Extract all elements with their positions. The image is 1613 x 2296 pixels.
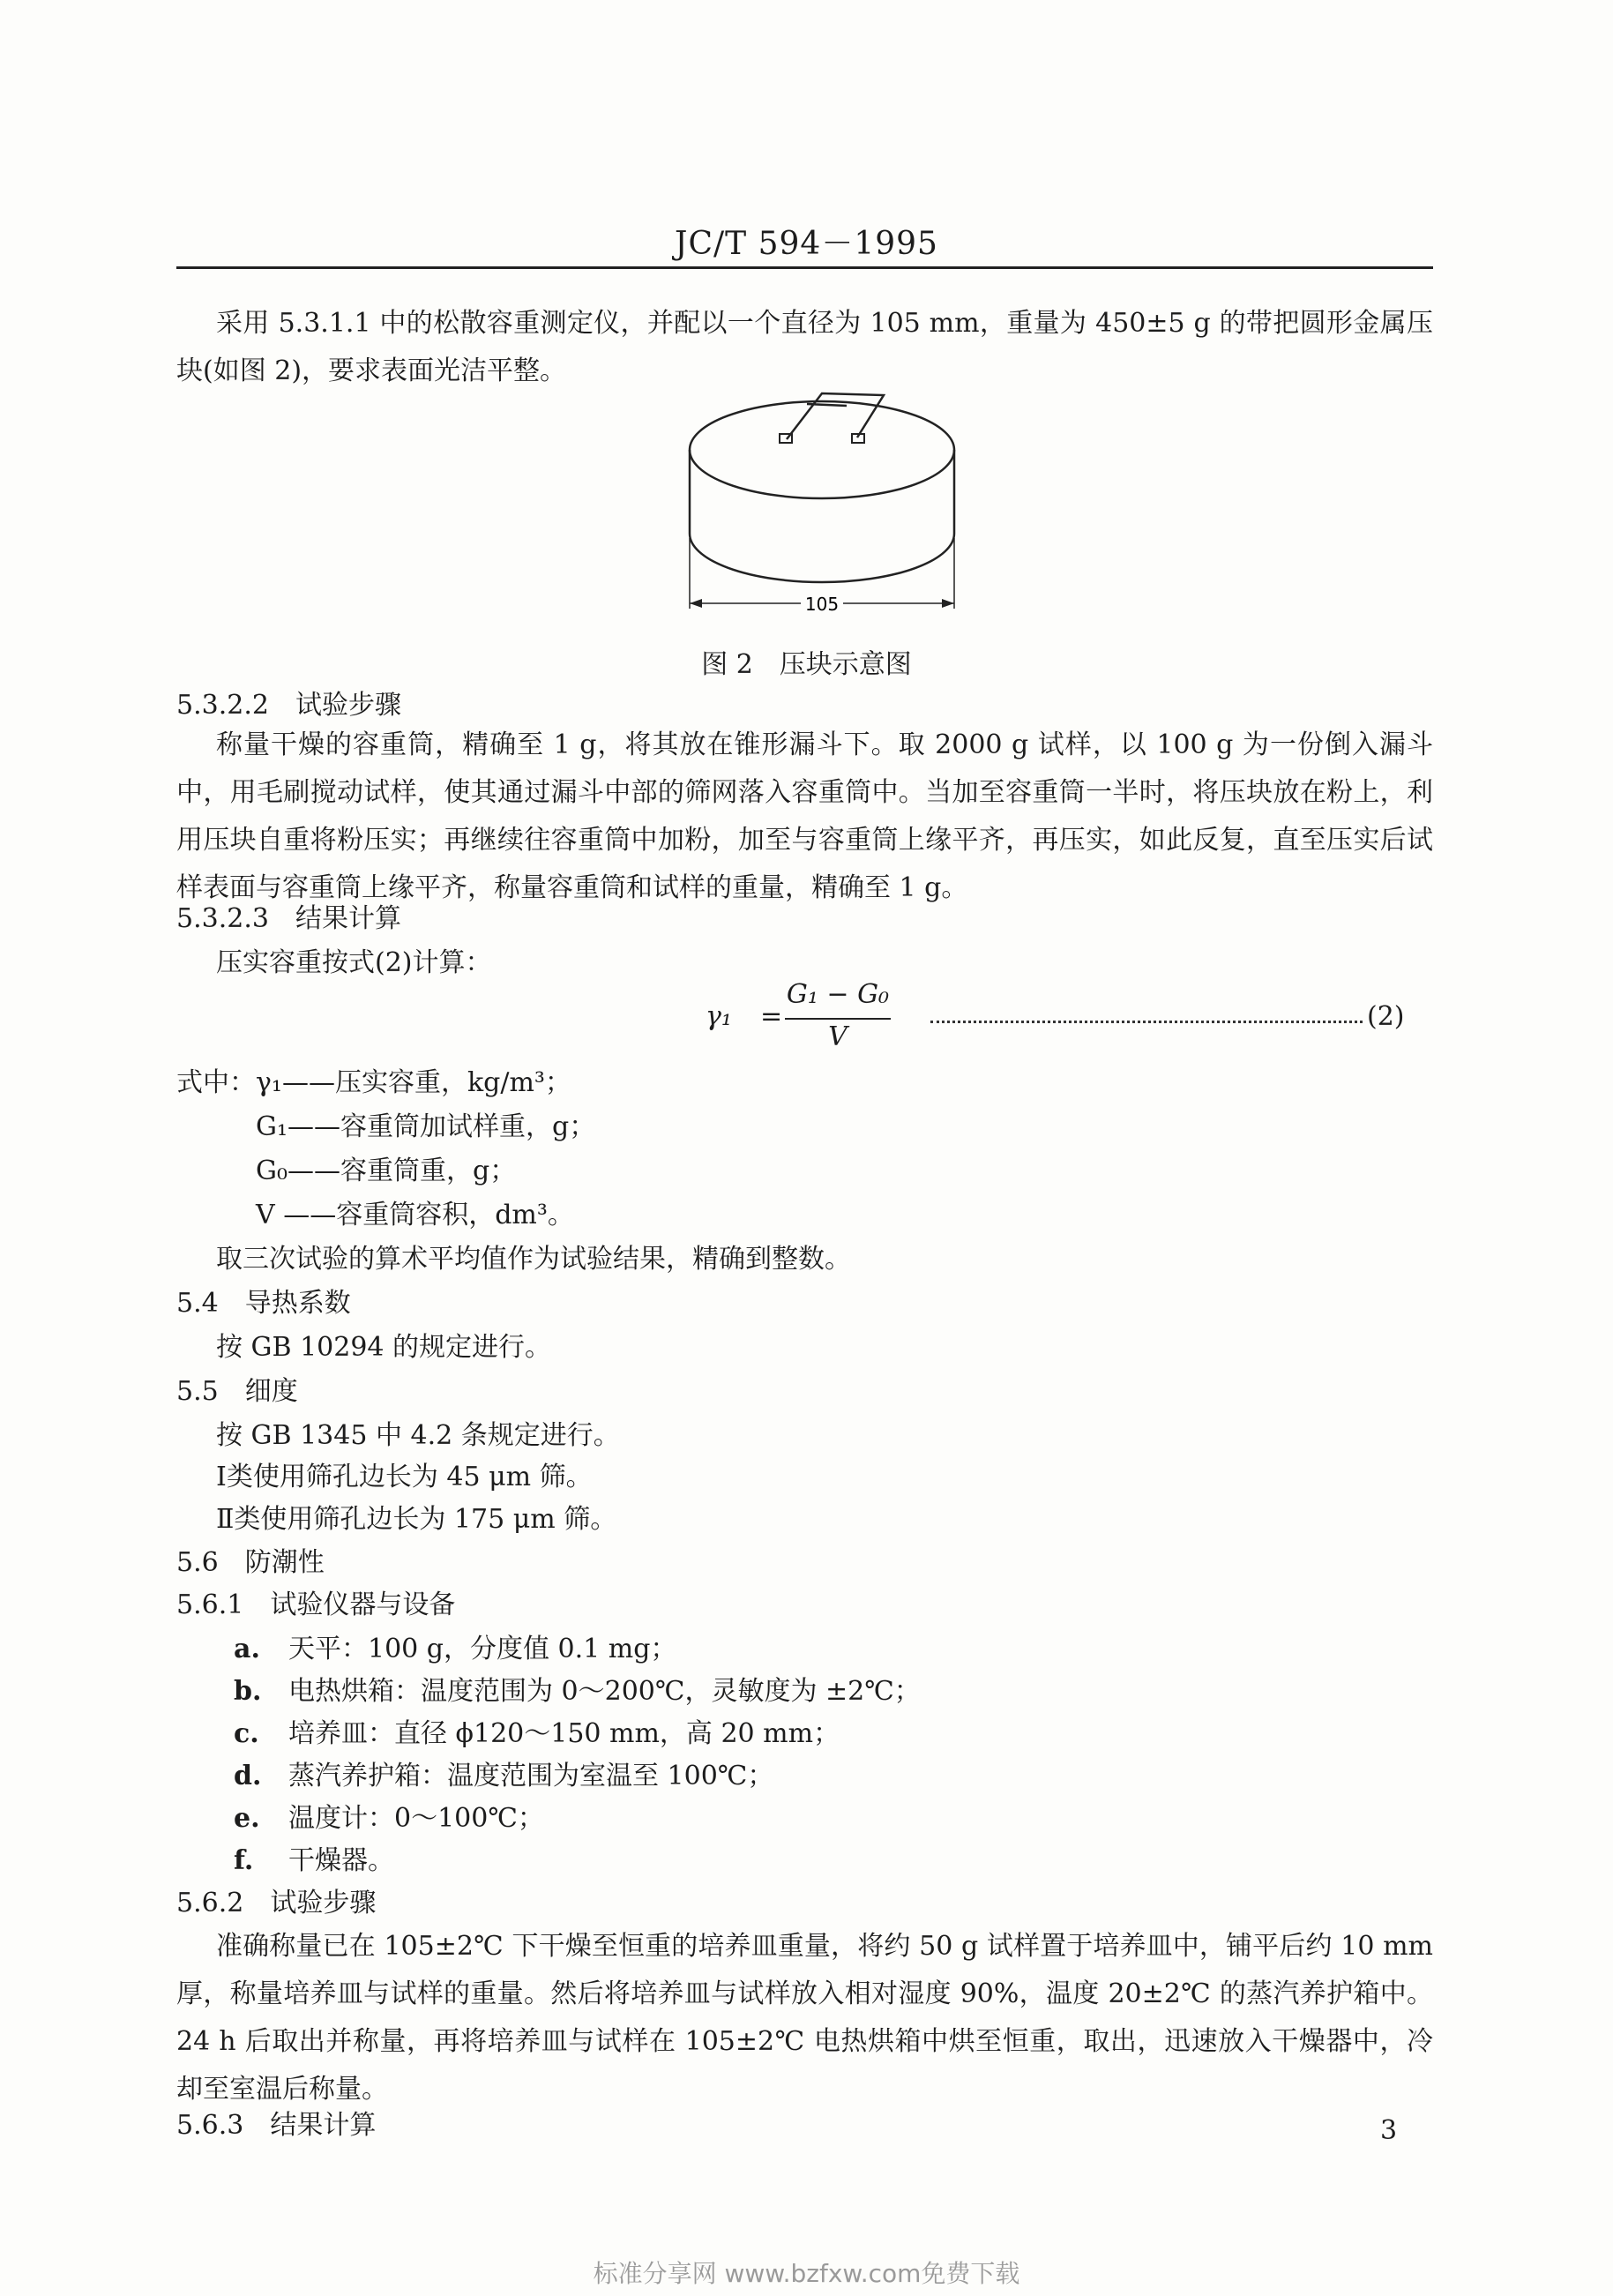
list-mark: b.: [234, 1676, 262, 1707]
document-code: JC/T 594－1995: [675, 226, 938, 262]
dot-leader: [930, 1001, 1363, 1023]
site-watermark: 标准分享网 www.bzfxw.com免费下载: [593, 2259, 1020, 2288]
block-handle: [787, 393, 884, 439]
list-item: [234, 1674, 921, 1709]
def-gamma1: γ₁——压实容重，kg/m³；: [256, 1067, 571, 1098]
dimension-label: 105: [804, 594, 840, 615]
text-5-5-type1: Ⅰ类使用筛孔边长为 45 μm 筛。: [216, 1462, 593, 1492]
list-mark: f.: [234, 1845, 254, 1876]
formula-lhs: γ₁: [706, 1001, 732, 1032]
equation-number: (2): [1367, 1001, 1405, 1032]
dim-arrow-left: [690, 599, 702, 608]
list-mark: d.: [234, 1761, 262, 1791]
list-item: [234, 1632, 676, 1667]
def-g0: G₀——容重筒重，g；: [256, 1155, 517, 1186]
formula-numerator: G₁ − G₀: [786, 979, 890, 1010]
list-text: 温度计：0～100℃；: [288, 1803, 544, 1834]
fraction-bar: [785, 1018, 891, 1020]
text-5-4: 按 GB 10294 的规定进行。: [216, 1332, 552, 1363]
figure-press-block: [679, 388, 970, 626]
formula-intro: 压实容重按式(2)计算：: [216, 947, 492, 978]
block-bottom-arc: [690, 534, 954, 582]
result-note: 取三次试验的算术平均值作为试验结果，精确到整数。: [216, 1244, 851, 1275]
list-mark: a.: [234, 1634, 260, 1664]
formula-equals: =: [760, 1001, 783, 1032]
heading-5-3-2-3: 5.3.2.3 结果计算: [176, 903, 401, 934]
list-item: [234, 1801, 544, 1836]
dim-arrow-right: [942, 599, 954, 608]
list-item: [234, 1844, 394, 1879]
list-text: 培养皿：直径 ϕ120～150 mm，高 20 mm；: [288, 1718, 840, 1749]
paragraph-5-6-2: 准确称量已在 105±2℃ 下干燥至恒重的培养皿重量，将约 50 g 试样置于培养皿中，铺平后约 10 mm 厚，称量培养皿与试样的重量。然后将培养皿与试样放入相对湿度 90%，温度 20±2℃ 的蒸汽养护箱中。24 h 后取出并称量，再将培养皿与试样在 105±2℃ 电热烘箱中烘至恒重，取出，迅速放入干燥器中，冷却至室温后称量。: [176, 1931, 1433, 2105]
def-g1: G₁——容重筒加试样重，g；: [256, 1111, 596, 1142]
text-5-5: 按 GB 1345 中 4.2 条规定进行。: [216, 1420, 620, 1451]
heading-5-5: 5.5 细度: [176, 1376, 298, 1407]
paragraph-5-3-2-2: 称量干燥的容重筒，精确至 1 g，将其放在锥形漏斗下。取 2000 g 试样，以 100 g 为一份倒入漏斗中，用毛刷搅动试样，使其通过漏斗中部的筛网落入容重筒中。当加至容重筒一半时，将压块放在粉上，利用压块自重将粉压实；再继续往容重筒中加粉，加至与容重筒上缘平齐，再压实，如此反复，直至压实后试样表面与容重筒上缘平齐，称量容重筒和试样的重量，精确至 1 g。: [176, 729, 1433, 903]
heading-5-6-2: 5.6.2 试验步骤: [176, 1888, 377, 1918]
block-top-ellipse: [690, 401, 954, 498]
heading-5-3-2-2: 5.3.2.2 试验步骤: [176, 690, 401, 721]
list-mark: c.: [234, 1718, 259, 1749]
header-rule: [176, 266, 1433, 269]
list-text: 干燥器。: [288, 1845, 394, 1876]
list-item: [234, 1759, 773, 1794]
figure-caption: 图 2 压块示意图: [701, 649, 912, 680]
formula-denominator: V: [828, 1021, 848, 1052]
text-5-5-type2: Ⅱ类使用筛孔边长为 175 μm 筛。: [216, 1504, 617, 1535]
list-text: 天平：100 g，分度值 0.1 mg；: [288, 1634, 677, 1664]
def-v: V ——容重筒容积，dm³。: [256, 1200, 574, 1230]
list-text: 蒸汽养护箱：温度范围为室温至 100℃；: [288, 1761, 774, 1791]
page-number: 3: [1380, 2115, 1398, 2146]
list-mark: e.: [234, 1803, 260, 1834]
where-label: 式中：: [176, 1067, 256, 1098]
list-text: 电热烘箱：温度范围为 0～200℃，灵敏度为 ±2℃；: [288, 1676, 921, 1707]
heading-5-6-1: 5.6.1 试验仪器与设备: [176, 1589, 456, 1620]
intro-paragraph: 采用 5.3.1.1 中的松散容重测定仪，并配以一个直径为 105 mm，重量为 450±5 g 的带把圆形金属压块(如图 2)，要求表面光洁平整。: [176, 308, 1433, 386]
heading-5-4: 5.4 导热系数: [176, 1288, 351, 1319]
heading-5-6-3: 5.6.3 结果计算: [176, 2110, 377, 2141]
list-item: [234, 1716, 840, 1752]
formula-2: [706, 979, 1433, 1058]
heading-5-6: 5.6 防潮性: [176, 1547, 325, 1578]
